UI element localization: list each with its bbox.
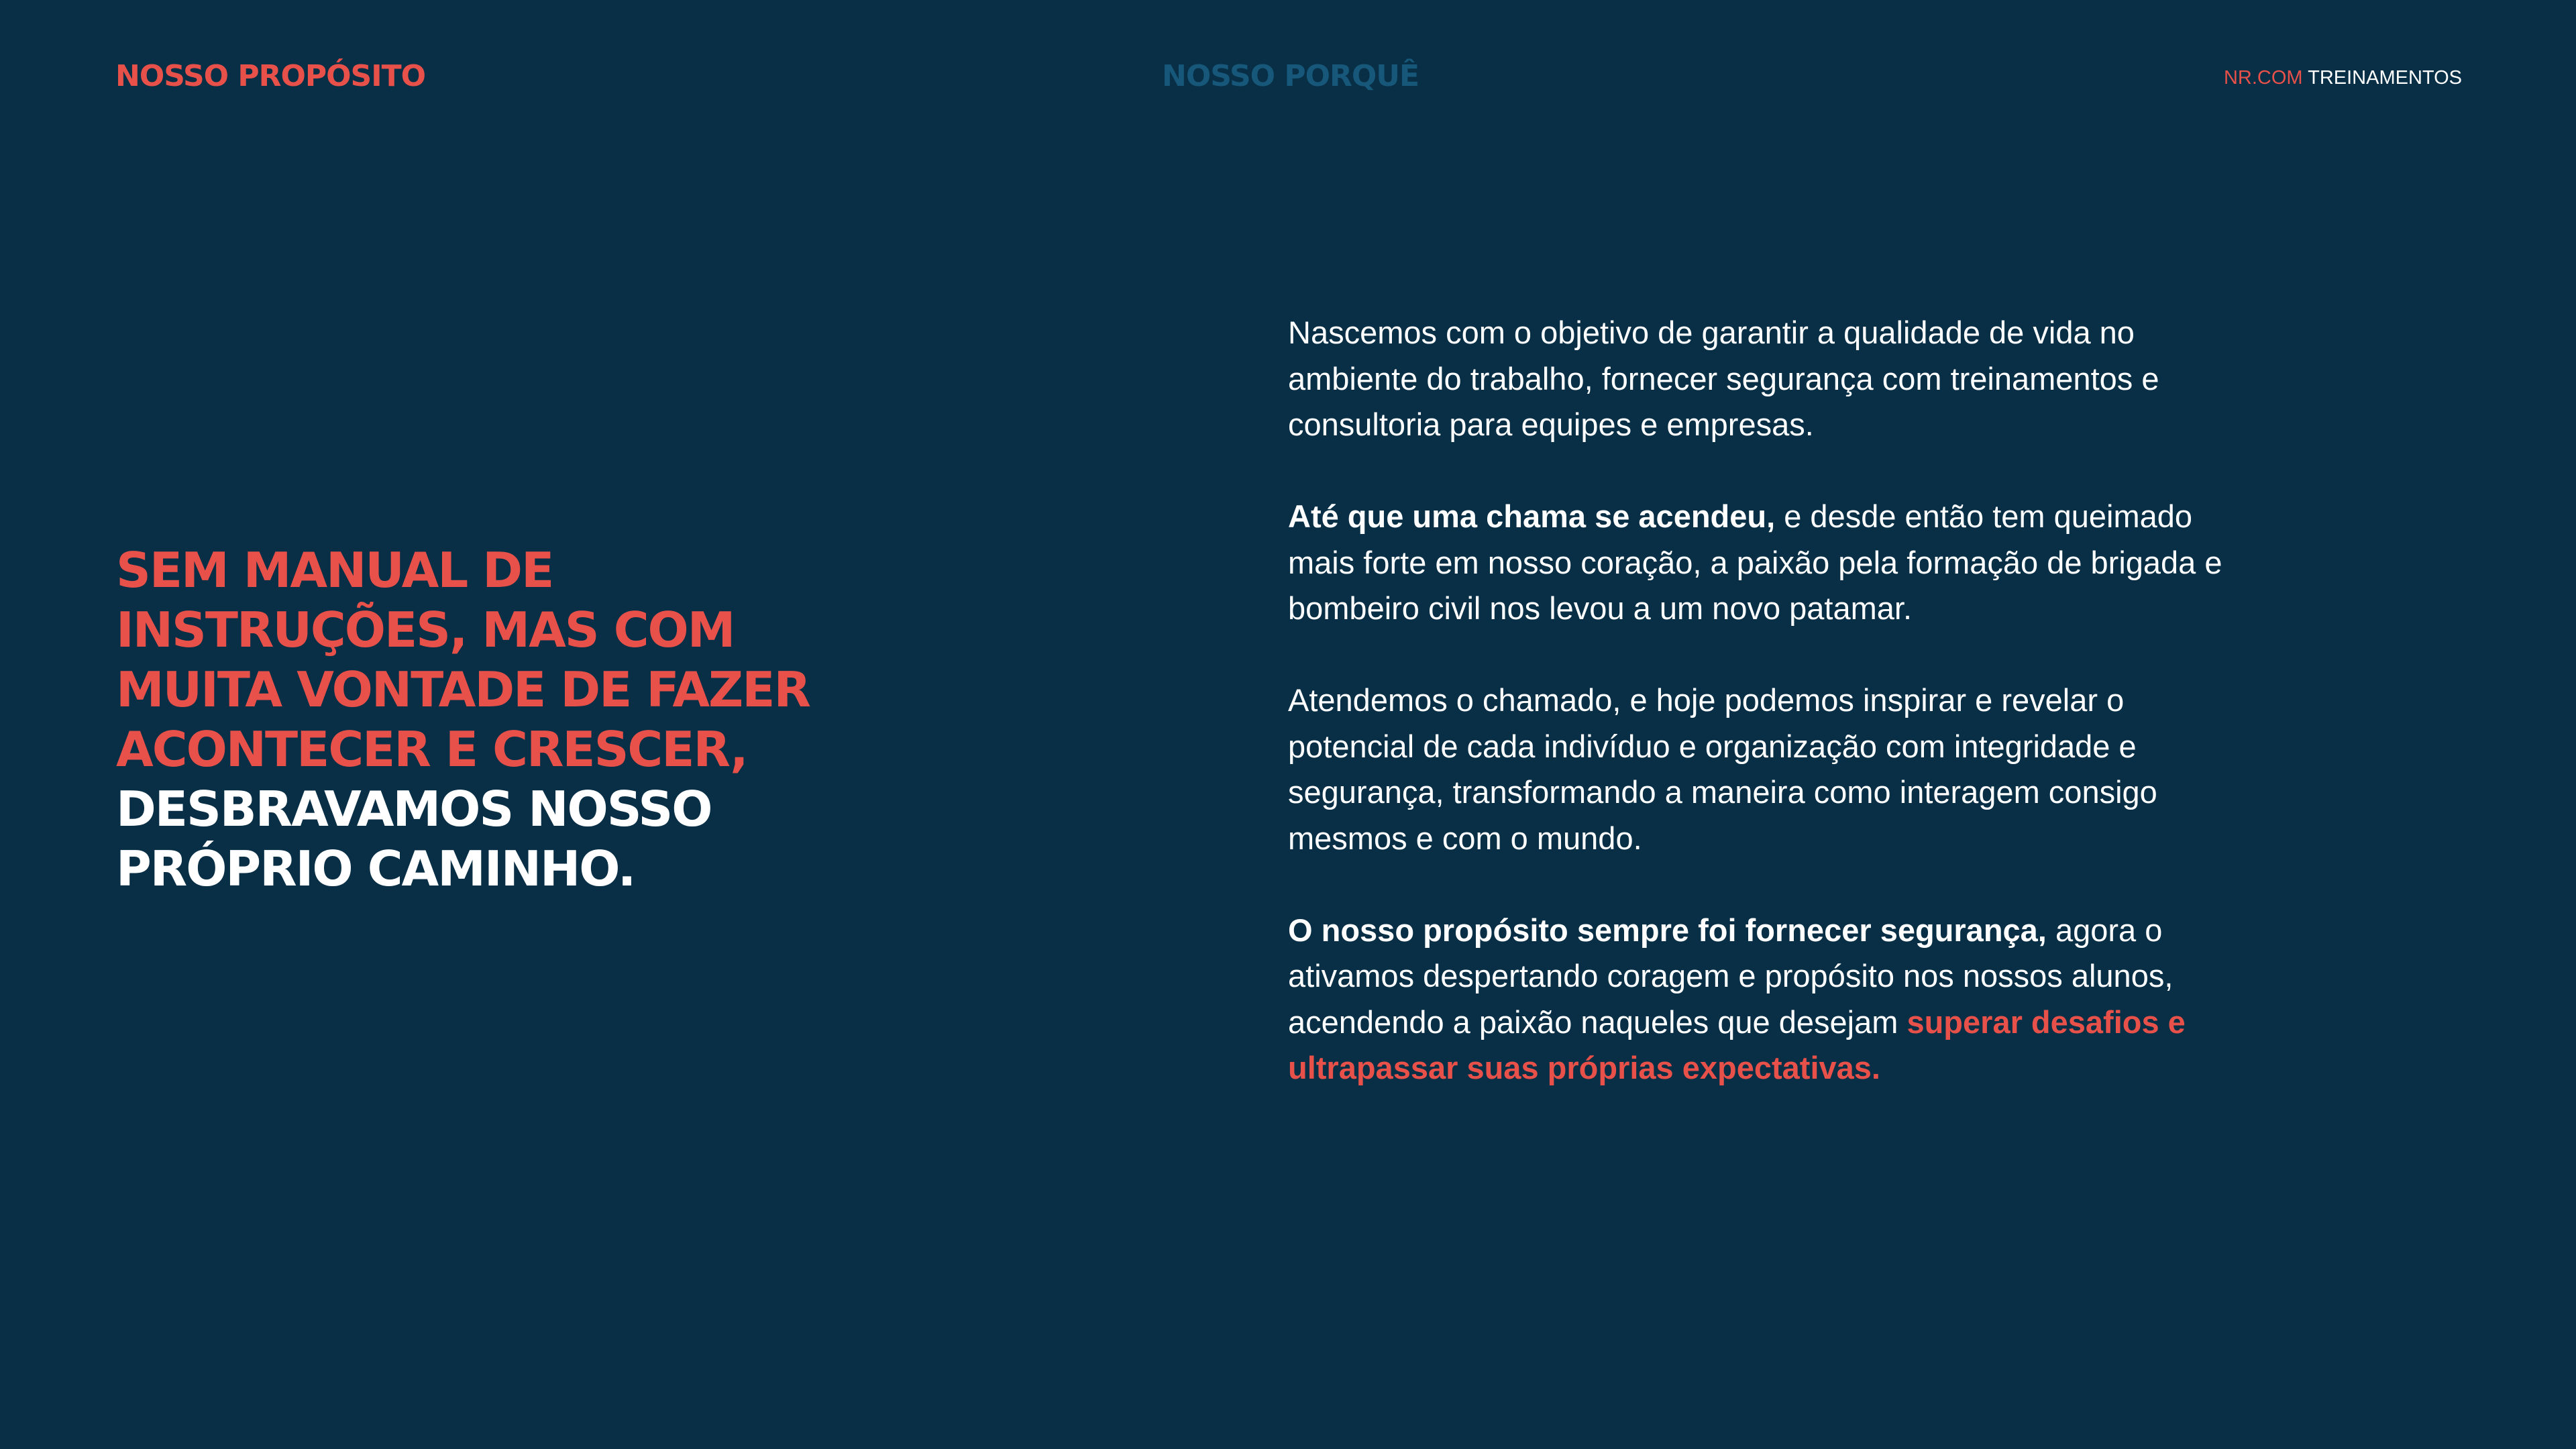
headline-plain: DESBRAVAMOS NOSSO PRÓPRIO CAMINHO. — [116, 781, 712, 897]
paragraph-4 — [1288, 908, 2241, 1091]
paragraph-2-bold: Até que uma chama se acendeu, — [1288, 498, 1776, 534]
section-title: NOSSO PROPÓSITO — [115, 59, 426, 93]
brand-accent-text: NR.COM — [2223, 67, 2303, 89]
paragraph-2-text: e desde então tem queimado mais forte em nosso coração, a paixão pela formação de brigada e bombeiro civil nos levou a um novo patamar. — [1288, 498, 2222, 626]
paragraph-3: Atendemos o chamado, e hoje podemos inspirar e revelar o potencial de cada indivíduo e organização com integridade e segurança, transformando a maneira como interagem consigo mesmos e com o mundo. — [1288, 682, 2157, 856]
headline — [116, 541, 888, 899]
headline-accent: SEM MANUAL DE INSTRUÇÕES, MAS COM MUITA VONTADE DE FAZER ACONTECER E CRESCER, — [116, 542, 810, 777]
body-text — [1288, 310, 2241, 1091]
section-subtitle: NOSSO PORQUÊ — [1162, 59, 1419, 93]
paragraph-4-bold: O nosso propósito sempre foi fornecer segurança, — [1288, 912, 2047, 948]
paragraph-1: Nascemos com o objetivo de garantir a qualidade de vida no ambiente do trabalho, fornecer segurança com treinamentos e consultoria para equipes e empresas. — [1288, 315, 2159, 442]
paragraph-4-highlight: superar desafios e ultrapassar suas próprias expectativas. — [1288, 1004, 2186, 1085]
paragraph-2 — [1288, 494, 2241, 632]
brand-rest-text: TREINAMENTOS — [2308, 67, 2462, 89]
brand-logo — [2224, 67, 2462, 89]
paragraph-4-text: agora o ativamos despertando coragem e propósito nos nossos alunos, acendendo a paixão naqueles que desejam — [1288, 912, 2174, 1040]
